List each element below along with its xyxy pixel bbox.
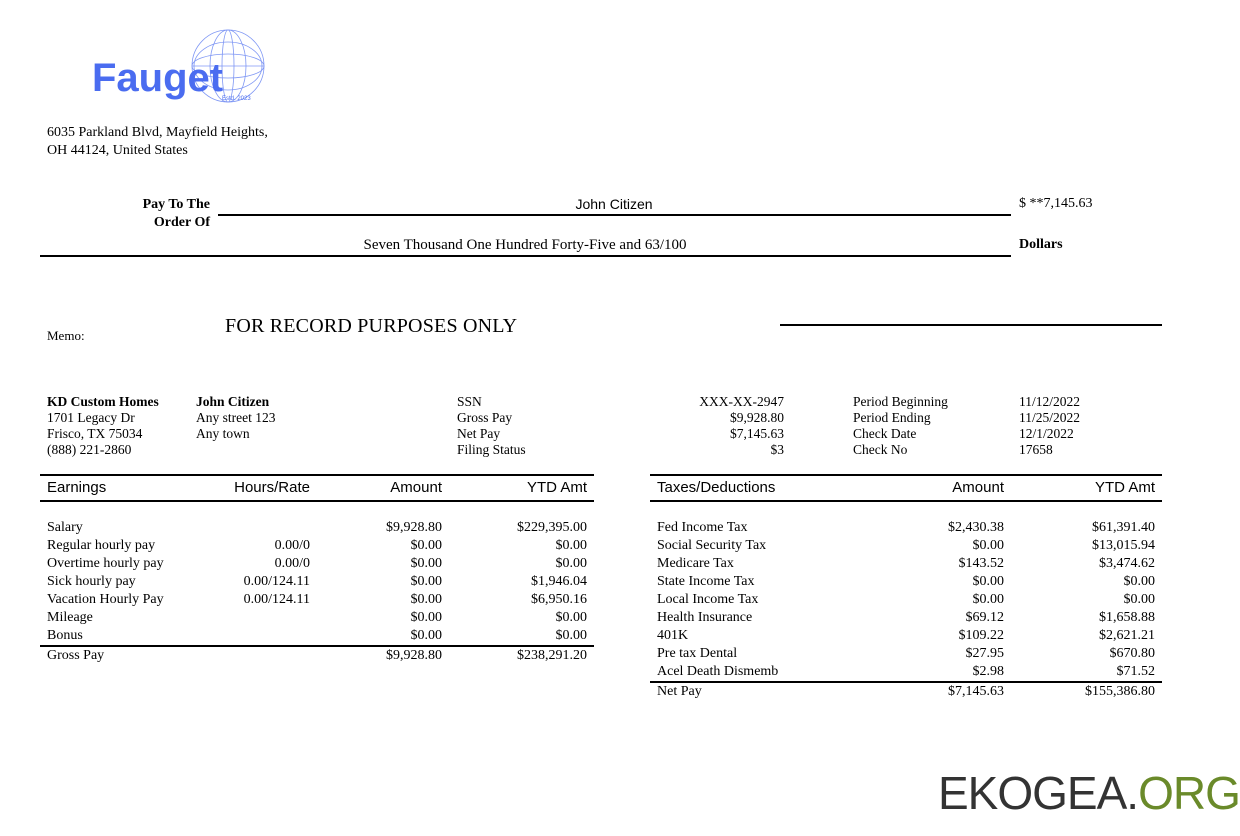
earnings-cell: $0.00 [555,538,587,553]
taxes-cell: $27.95 [965,646,1004,661]
taxes-cell: $2,430.38 [948,520,1004,535]
payee-name: John Citizen [575,196,653,212]
taxes-row [650,537,1162,555]
earnings-table [40,474,594,665]
earnings-cell: 0.00/0 [274,556,310,571]
earnings-row [40,519,594,537]
taxes-cell: Medicare Tax [657,556,734,571]
taxes-body [650,519,1162,682]
net-pay-value: $7,145.63 [730,426,784,441]
check-date-label: Check Date [853,426,917,441]
memo-text: FOR RECORD PURPOSES ONLY [225,315,518,337]
ssn-label: SSN [457,394,482,409]
taxes-row [650,663,1162,682]
period-end-label: Period Ending [853,410,931,425]
net-pay-label: Net Pay [457,426,501,441]
taxes-row [650,573,1162,591]
period-begin-label: Period Beginning [853,394,948,409]
employer-phone: (888) 221-2860 [47,442,132,457]
taxes-row [650,591,1162,609]
gross-pay-label: Gross Pay [457,410,513,425]
earnings-cell: Regular hourly pay [47,538,156,553]
payee-line [218,214,1011,216]
employer-name: KD Custom Homes [47,394,159,409]
total-amount: $9,928.80 [310,646,442,665]
net-total-amount: $7,145.63 [870,682,1004,701]
earnings-cell [200,609,310,627]
watermark [938,766,1240,820]
earnings-cell: $0.00 [410,574,442,589]
earnings-cell: Mileage [47,610,93,625]
taxes-cell: $0.00 [972,574,1004,589]
taxes-cell: $61,391.40 [1092,520,1155,535]
taxes-cell: Local Income Tax [657,592,759,607]
earnings-row [40,555,594,573]
taxes-cell: $143.52 [958,556,1004,571]
taxes-cell: $0.00 [972,538,1004,553]
employer-street: 1701 Legacy Dr [47,410,135,425]
taxes-cell: $69.12 [965,610,1004,625]
watermark-part1: EKOGEA. [938,767,1139,819]
taxes-cell: $0.00 [972,592,1004,607]
taxes-cell: $0.00 [1123,592,1155,607]
earnings-cell: $1,946.04 [531,574,587,589]
taxes-header-row [650,475,1162,501]
net-total-ytd: $155,386.80 [1004,682,1162,701]
earnings-cell: $0.00 [410,628,442,643]
earnings-header-row [40,475,594,501]
taxes-cell: Pre tax Dental [657,646,738,661]
taxes-row [650,645,1162,663]
earnings-cell: $6,950.16 [531,592,587,607]
signature-line [780,324,1162,326]
employee-street: Any street 123 [196,410,276,425]
earnings-cell: 0.00/124.11 [243,592,310,607]
earnings-cell: $0.00 [410,592,442,607]
earnings-cell: 0.00/0 [274,538,310,553]
watermark-part2: ORG [1138,767,1240,819]
period-values [1019,394,1080,458]
earnings-row [40,609,594,627]
filing-status-label: Filing Status [457,442,526,457]
company-address [47,124,268,160]
ssn-value: XXX-XX-2947 [699,394,784,409]
pay-to-label: Pay To The Order Of [142,197,210,230]
check-amount: $ **7,145.63 [1019,196,1093,211]
earnings-cell: $0.00 [410,610,442,625]
employer-info [47,394,159,458]
taxes-cell: $71.52 [1116,664,1155,679]
total-ytd: $238,291.20 [442,646,594,665]
period-labels [853,394,948,458]
earnings-cell [200,627,310,646]
earnings-body [40,519,594,646]
earnings-cell: 0.00/124.11 [243,574,310,589]
taxes-cell: $670.80 [1109,646,1155,661]
address-line-1: 6035 Parkland Blvd, Mayfield Heights, [47,125,268,140]
earnings-cell: Bonus [47,628,83,643]
amount-words-line [40,255,1011,257]
earnings-cell: Overtime hourly pay [47,556,164,571]
taxes-header: Taxes/Deductions [650,475,870,501]
taxes-row [650,609,1162,627]
earnings-cell: $229,395.00 [517,520,587,535]
taxes-cell: Fed Income Tax [657,520,748,535]
taxes-cell: Acel Death Dismemb [657,664,779,679]
taxes-row [650,627,1162,645]
taxes-cell: 401K [657,628,689,643]
logo-wordmark: Fauget [92,56,224,100]
memo-label: Memo: [47,328,85,343]
earnings-cell [200,519,310,537]
check-no-value: 17658 [1019,442,1053,457]
taxes-row [650,555,1162,573]
period-end-value: 11/25/2022 [1019,410,1081,425]
logo-estd: Estd. 2023 [222,96,251,102]
total-label: Gross Pay [40,646,200,665]
earnings-cell: $9,928.80 [386,520,442,535]
taxes-cell: Health Insurance [657,610,753,625]
tax-ytd-header: YTD Amt [1004,475,1162,501]
taxes-cell: $2,621.21 [1099,628,1155,643]
check-no-label: Check No [853,442,908,457]
taxes-cell: $3,474.62 [1099,556,1155,571]
earnings-row [40,573,594,591]
company-logo [88,28,278,110]
earnings-row [40,591,594,609]
earnings-header: Earnings [40,475,200,501]
gross-pay-value: $9,928.80 [730,410,784,425]
taxes-table [650,474,1162,701]
hours-rate-header: Hours/Rate [200,475,310,501]
earnings-cell: $0.00 [555,610,587,625]
earnings-cell: Salary [47,520,83,535]
earnings-cell: Vacation Hourly Pay [47,592,164,607]
taxes-cell: Social Security Tax [657,538,767,553]
employer-city: Frisco, TX 75034 [47,426,143,441]
earnings-row [40,627,594,646]
earnings-cell: $0.00 [555,628,587,643]
taxes-cell: State Income Tax [657,574,755,589]
address-line-2: OH 44124, United States [47,143,188,158]
earnings-cell: $0.00 [410,556,442,571]
employee-city: Any town [196,426,250,441]
check-date-value: 12/1/2022 [1019,426,1074,441]
net-total-label: Net Pay [650,682,870,701]
taxes-row [650,519,1162,537]
net-pay-row [650,682,1162,701]
taxes-cell: $0.00 [1123,574,1155,589]
gross-pay-row [40,646,594,665]
amount-in-words: Seven Thousand One Hundred Forty-Five and 63/100 [363,237,687,253]
employee-info [196,394,275,442]
dollars-label: Dollars [1019,237,1063,252]
ytd-header: YTD Amt [442,475,594,501]
summary-labels [457,394,526,458]
taxes-cell: $13,015.94 [1092,538,1155,553]
period-begin-value: 11/12/2022 [1019,394,1081,409]
filing-status-value: $3 [770,442,784,457]
amount-header: Amount [310,475,442,501]
earnings-cell: Sick hourly pay [47,574,136,589]
taxes-cell: $1,658.88 [1099,610,1155,625]
taxes-cell: $2.98 [972,664,1004,679]
earnings-row [40,537,594,555]
earnings-cell: $0.00 [555,556,587,571]
employee-name: John Citizen [196,394,270,409]
tax-amount-header: Amount [870,475,1004,501]
earnings-cell: $0.00 [410,538,442,553]
taxes-cell: $109.22 [958,628,1004,643]
summary-values [640,394,784,458]
